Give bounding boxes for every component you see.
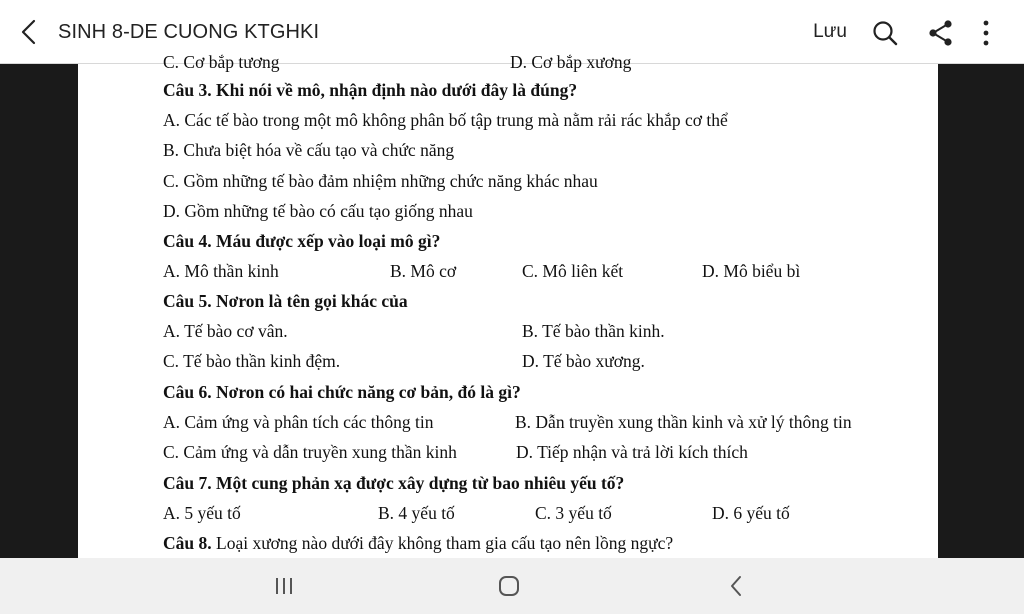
q3-option-c: C. Gồm những tế bào đảm nhiệm những chức năng khác nhau: [163, 171, 598, 191]
nav-back-icon: [716, 570, 756, 602]
q6-option-c: C. Cảm ứng và dẫn truyền xung thần kinh: [163, 442, 457, 462]
recent-apps-button[interactable]: [264, 570, 304, 602]
search-icon: [868, 16, 902, 50]
more-vertical-icon: [970, 16, 1002, 50]
question-6: [163, 380, 521, 404]
question-4-text: Câu 4. Máu được xếp vào loại mô gì?: [163, 231, 441, 251]
q7-option-c: C. 3 yếu tố: [535, 503, 612, 523]
q6-option-a: A. Cảm ứng và phân tích các thông tin: [163, 412, 434, 432]
cutoff-option-left: C. Cơ bắp tương: [163, 52, 280, 72]
question-5: [163, 289, 408, 313]
question-3: [163, 78, 577, 102]
question-7: [163, 471, 624, 495]
q7-option-a: A. 5 yếu tố: [163, 503, 241, 523]
question-6-text: Câu 6. Nơron có hai chức năng cơ bản, đó là gì?: [163, 382, 521, 402]
q5-option-a: A. Tế bào cơ vân.: [163, 321, 288, 341]
question-7-text: Câu 7. Một cung phản xạ được xây dựng từ bao nhiêu yếu tố?: [163, 473, 625, 493]
cutoff-previous-line: [78, 50, 938, 70]
system-navigation-bar: [0, 558, 1024, 614]
q4-option-d: D. Mô biểu bì: [702, 261, 801, 281]
share-button[interactable]: [924, 16, 958, 50]
question-3-text: Câu 3. Khi nói về mô, nhận định nào dưới đây là đúng?: [163, 80, 578, 100]
question-4: [163, 229, 440, 253]
more-options-button[interactable]: [970, 16, 1002, 50]
q4-option-c: C. Mô liên kết: [522, 261, 624, 281]
question-8: [163, 531, 673, 555]
q5-option-b: B. Tế bào thần kinh.: [522, 321, 665, 341]
document-title: SINH 8-DE CUONG KTGHKI: [58, 21, 320, 43]
home-button[interactable]: [489, 570, 529, 602]
question-8-text: Loại xương nào dưới đây không tham gia cấu tạo nên lồng ngực?: [211, 533, 674, 553]
home-icon: [489, 570, 529, 602]
q6-option-b: B. Dẫn truyền xung thần kinh và xử lý thông tin: [515, 412, 852, 432]
q5-option-d: D. Tế bào xương.: [522, 351, 645, 371]
cutoff-option-right: D. Cơ bắp xương: [510, 52, 632, 72]
q6-option-d: D. Tiếp nhận và trả lời kích thích: [516, 442, 748, 462]
recent-apps-icon: [264, 570, 304, 602]
question-5-text: Câu 5. Nơron là tên gọi khác của: [163, 291, 408, 311]
document-page[interactable]: [78, 52, 938, 558]
share-icon: [924, 16, 958, 50]
q3-option-b: B. Chưa biệt hóa về cấu tạo và chức năng: [163, 140, 455, 160]
q4-option-b: B. Mô cơ: [390, 261, 457, 281]
question-8-label: Câu 8.: [163, 533, 212, 553]
search-button[interactable]: [868, 16, 902, 50]
q7-option-d: D. 6 yếu tố: [712, 503, 790, 523]
back-button[interactable]: [14, 16, 46, 48]
nav-back-button[interactable]: [716, 570, 756, 602]
document-viewer[interactable]: [0, 52, 1024, 558]
q5-option-c: C. Tế bào thần kinh đệm.: [163, 351, 341, 371]
q4-option-a: A. Mô thần kinh: [163, 261, 279, 281]
q3-option-a: A. Các tế bào trong một mô không phân bố tập trung mà nằm rải rác khắp cơ thể: [163, 110, 728, 130]
q3-option-d: D. Gồm những tế bào có cấu tạo giống nhau: [163, 201, 473, 221]
save-button[interactable]: Lưu: [813, 21, 847, 42]
q7-option-b: B. 4 yếu tố: [378, 503, 455, 523]
chevron-left-icon: [14, 16, 46, 48]
